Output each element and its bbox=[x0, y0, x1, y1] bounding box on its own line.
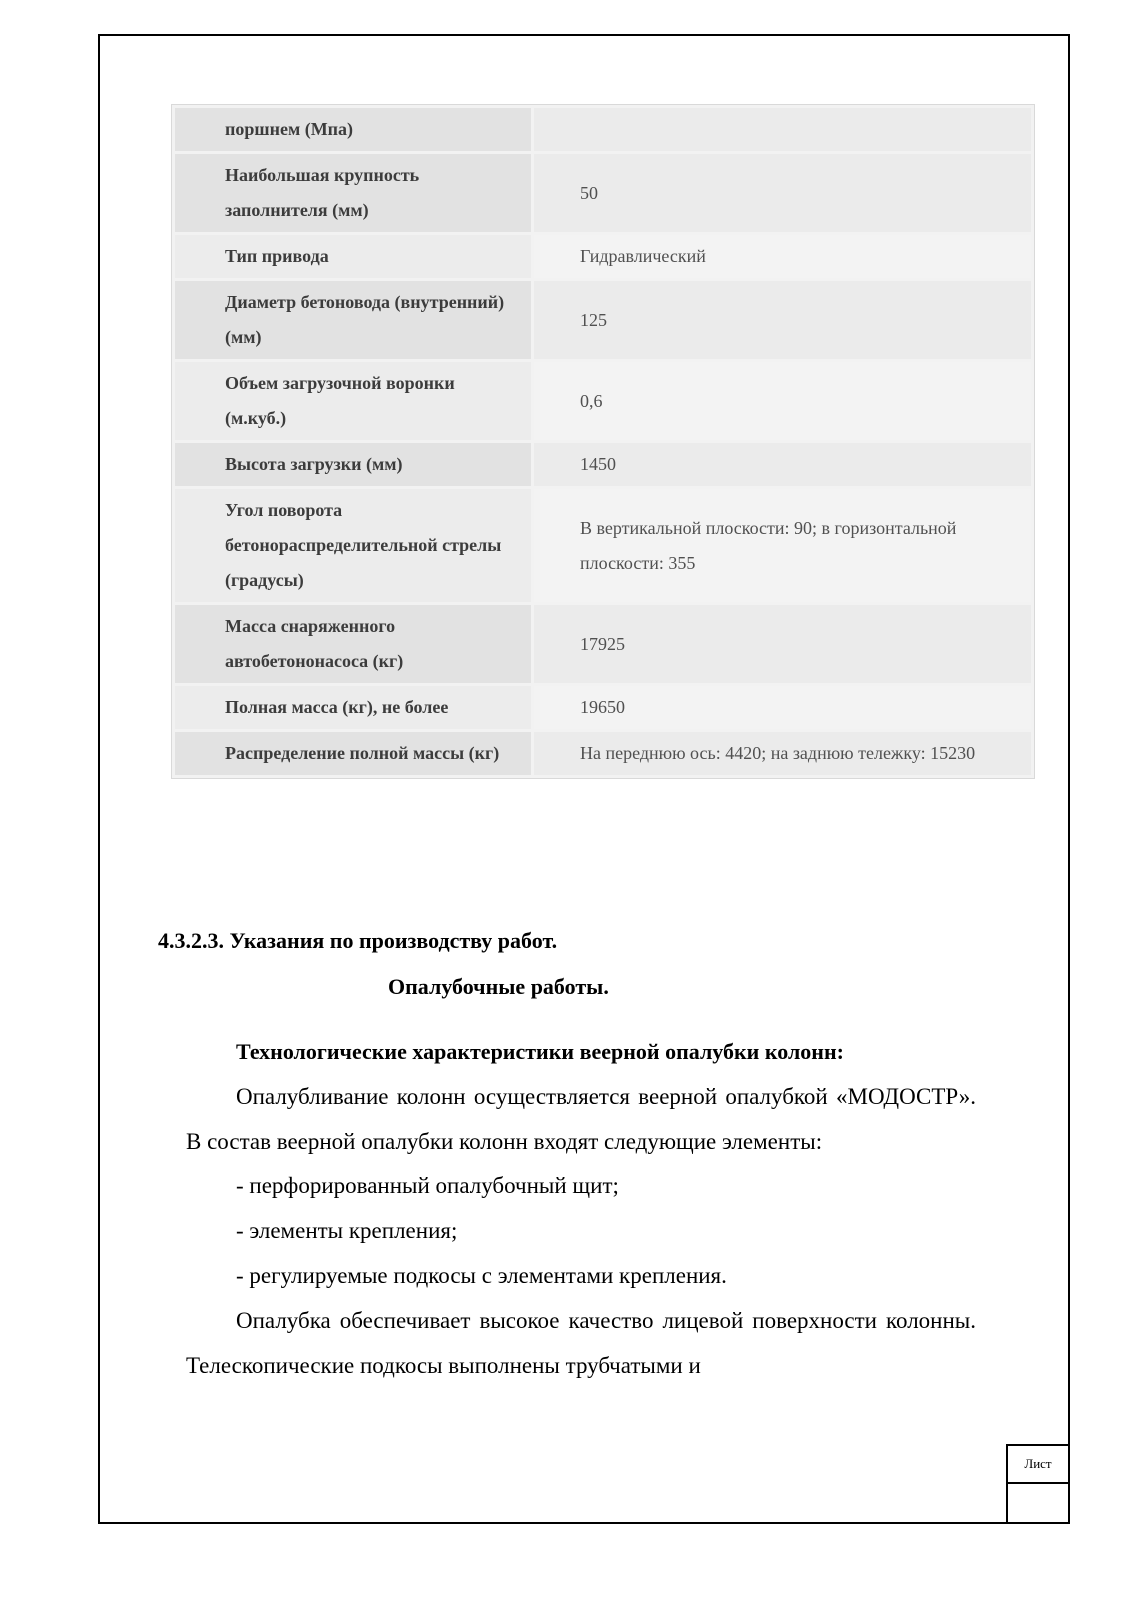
parameter-cell: Объем загрузочной воронки (м.куб.) bbox=[175, 362, 531, 440]
table-row bbox=[175, 362, 1031, 440]
title-block-stamp bbox=[1006, 1444, 1070, 1524]
table-row bbox=[175, 281, 1031, 359]
parameter-cell: поршнем (Мпа) bbox=[175, 108, 531, 151]
table-row bbox=[175, 686, 1031, 729]
list-item: - элементы крепления; bbox=[236, 1218, 458, 1244]
parameter-cell: Распределение полной массы (кг) bbox=[175, 732, 531, 775]
list-item: - регулируемые подкосы с элементами крепления. bbox=[236, 1262, 727, 1288]
value-cell: 19650 bbox=[534, 686, 1031, 729]
value-cell: 0,6 bbox=[534, 362, 1031, 440]
parameter-cell: Масса снаряженного автобетононасоса (кг) bbox=[175, 605, 531, 683]
value-cell: В вертикальной плоскости: 90; в горизонтальной плоскости: 355 bbox=[534, 489, 1031, 602]
value-cell: На переднюю ось: 4420; на заднюю тележку: 15230 bbox=[534, 732, 1031, 775]
paragraph: Опалубка обеспечивает высокое качество лицевой поверхности колонны. Телескопические подкосы выполнены трубчатыми и bbox=[186, 1307, 976, 1378]
body-text bbox=[186, 1030, 976, 1388]
sheet-label: Лист bbox=[1008, 1446, 1068, 1484]
table-row bbox=[175, 235, 1031, 278]
paragraph: Опалубливание колонн осуществляется веерной опалубкой «МОДОСТР». В состав веерной опалубки колонн входят следующие элементы: bbox=[186, 1083, 976, 1154]
parameter-cell: Диаметр бетоновода (внутренний) (мм) bbox=[175, 281, 531, 359]
parameter-cell: Высота загрузки (мм) bbox=[175, 443, 531, 486]
parameter-cell: Полная масса (кг), не более bbox=[175, 686, 531, 729]
value-cell: Гидравлический bbox=[534, 235, 1031, 278]
section-subheading: Опалубочные работы. bbox=[388, 974, 609, 999]
value-cell: 17925 bbox=[534, 605, 1031, 683]
parameter-cell: Тип привода bbox=[175, 235, 531, 278]
list-item: - перфорированный опалубочный щит; bbox=[236, 1173, 619, 1199]
value-cell: 1450 bbox=[534, 443, 1031, 486]
table-row bbox=[175, 108, 1031, 151]
specifications-table bbox=[171, 104, 1035, 779]
table-row bbox=[175, 489, 1031, 602]
value-cell: 125 bbox=[534, 281, 1031, 359]
value-cell: 50 bbox=[534, 154, 1031, 232]
value-cell bbox=[534, 108, 1031, 151]
parameter-cell: Угол поворота бетонораспределительной стрелы (градусы) bbox=[175, 489, 531, 602]
intro-heading: Технологические характеристики веерной опалубки колонн: bbox=[236, 1039, 844, 1064]
section-heading: 4.3.2.3. Указания по производству работ. bbox=[158, 928, 558, 953]
table-row bbox=[175, 605, 1031, 683]
parameter-cell: Наибольшая крупность заполнителя (мм) bbox=[175, 154, 531, 232]
table-row bbox=[175, 154, 1031, 232]
table-row bbox=[175, 732, 1031, 775]
table-row bbox=[175, 443, 1031, 486]
